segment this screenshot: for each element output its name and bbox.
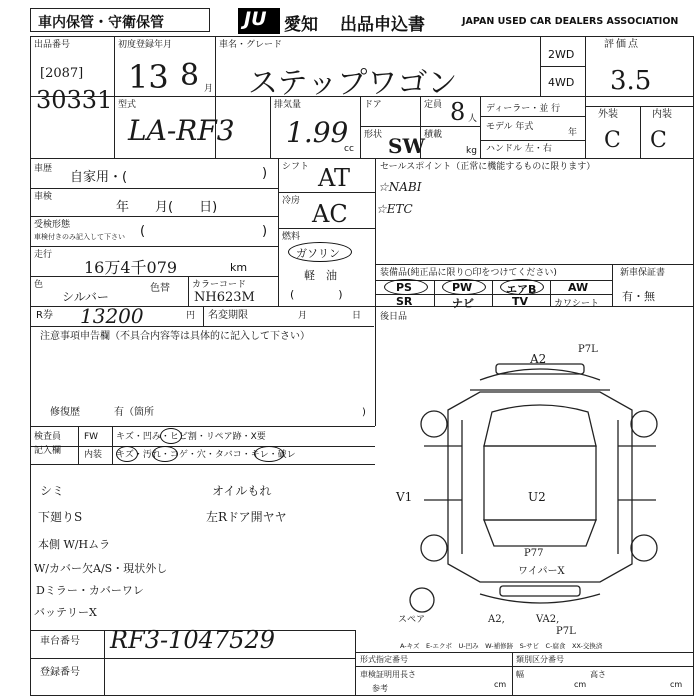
sales-label: セールスポイント（正常に機能するものに限ります）	[380, 162, 596, 172]
inspector-label: 検査員	[34, 432, 62, 442]
color-code: NH623M	[194, 290, 255, 305]
reg-number-label: 登録番号	[40, 667, 80, 678]
repair-label: 修復歴	[50, 407, 80, 418]
equip-label: 装備品(純正品に限り○印をつけてください)	[380, 268, 557, 278]
diag-p7l-bottom: P7L	[556, 626, 576, 637]
cap-value: 8	[450, 98, 466, 126]
cap-label: 定員	[424, 100, 443, 110]
load-label: 積載	[424, 130, 443, 140]
diag-va2: VA2,	[536, 614, 560, 625]
recv-open: (	[140, 224, 146, 239]
r-ticket-label: R券	[36, 310, 53, 321]
model-label: 型式	[118, 100, 137, 110]
chassis-value: RF3-1047529	[110, 626, 275, 654]
color-code-label: カラーコード	[192, 280, 247, 290]
height-label: 高さ	[590, 670, 606, 679]
warranty-value: 有・無	[622, 290, 655, 303]
diag-v1: V1	[396, 490, 413, 504]
remark-8: バッテリーX	[34, 606, 97, 619]
ext-label: 外装	[598, 109, 618, 120]
inspect-value: 年 月( 日)	[116, 200, 218, 215]
int-grade: C	[650, 128, 667, 153]
shape-value: SW	[388, 134, 425, 158]
equip-sr: SR	[396, 295, 413, 308]
hist-value: 自家用・(	[70, 170, 128, 185]
mark-tobacco-circle	[254, 446, 284, 462]
equip-ps: PS	[396, 281, 412, 294]
ac-value: AC	[312, 200, 348, 228]
diag-spare: スペア	[398, 615, 426, 625]
after-items-label: 後日品	[380, 312, 408, 322]
model-value: LA-RF3	[128, 114, 235, 147]
width-label: 幅	[516, 670, 524, 679]
shape-spec-label: 形式指定番号	[360, 655, 408, 664]
storage-title: 車内保管・守衛保管	[38, 15, 164, 31]
ref-label: 参考	[372, 684, 388, 693]
fw-items: キズ・凹み・ヒビ割・リペア跡・X要	[116, 432, 266, 442]
disp-label: 排気量	[274, 100, 302, 110]
door-label: ドア	[364, 100, 382, 110]
kg-unit: kg	[466, 146, 477, 156]
int-items-label: 内装	[84, 450, 103, 460]
mileage-value: 16万4千079	[84, 258, 178, 277]
yen-unit: 円	[186, 311, 196, 321]
inspector-sub: 記入欄	[34, 446, 62, 456]
equip-seat: カワシート	[554, 299, 600, 309]
remark-1: シミ	[40, 484, 65, 498]
remark-7: Dミラー・カバーワレ	[36, 584, 144, 597]
diag-u2: U2	[528, 490, 546, 504]
month-unit: 月	[204, 84, 214, 94]
mileage-label: 走行	[34, 250, 53, 260]
cc-unit: cc	[344, 144, 354, 154]
name-change-day: 日	[352, 311, 362, 321]
car-name: ステップワゴン	[248, 66, 458, 101]
remark-2: オイルもれ	[212, 484, 272, 498]
color-swatch-label: 色替	[150, 283, 170, 294]
model-year-label: モデル 年式	[486, 122, 534, 132]
fuel-gas: ガソリン	[296, 247, 340, 260]
fuel-paren: ( )	[290, 288, 343, 301]
equip-navi: ナビ	[452, 297, 474, 310]
drive-4wd: 4WD	[548, 76, 575, 89]
handle-label: ハンドル 左・右	[486, 144, 552, 154]
shift-value: AT	[318, 164, 351, 192]
remark-6: W/カバー欠A/S・現状外し	[34, 562, 168, 575]
equip-pw: PW	[452, 281, 473, 294]
disp-value: 1.99	[286, 116, 349, 149]
mark-dirt-circle	[152, 446, 178, 462]
remark-4: 左Rドア開ヤヤ	[206, 510, 287, 524]
score-label: 評価点	[604, 39, 640, 50]
declare-label: 注意事項申告欄（不具合内容等は具体的に記入して下さい）	[40, 331, 310, 342]
cert-label: 車検証明用	[360, 670, 400, 679]
equip-tv: TV	[512, 295, 529, 308]
reg-label: 初度登録年月	[118, 40, 173, 50]
ju-logo-text: JU	[244, 8, 267, 30]
reg-month: 8	[180, 58, 200, 93]
name-change-label: 名変期限	[208, 310, 248, 321]
cm-1: cm	[494, 680, 507, 689]
ac-label: 冷房	[282, 196, 301, 206]
reg-year: 13	[128, 58, 169, 96]
form-title: 出品申込書	[340, 15, 425, 35]
year-unit: 年	[568, 128, 578, 138]
lot-sub: [2087]	[40, 66, 84, 81]
fuel-diesel: 軽 油	[304, 269, 337, 282]
fuel-label: 燃料	[282, 232, 301, 242]
class-label: 類別区分番号	[516, 655, 564, 664]
length-label: 長さ	[400, 670, 416, 679]
equip-airbag: エアB	[506, 283, 537, 296]
inspect-label: 車検	[34, 192, 53, 202]
score-value: 3.5	[610, 66, 652, 96]
association-name: JAPAN USED CAR DEALERS ASSOCIATION	[462, 16, 679, 27]
r-ticket-value: 13200	[80, 304, 144, 328]
hist-close: )	[262, 166, 268, 181]
ext-grade: C	[604, 128, 621, 153]
int-label: 内装	[652, 109, 672, 120]
diag-legend: A-キズ E-エクボ U-凹み W-補修跡 S-サビ C-腐食 XX-交換済	[400, 642, 603, 650]
prefecture: 愛知	[284, 15, 318, 35]
recv-close: )	[262, 224, 268, 239]
sales-1: ☆NABI	[378, 180, 422, 194]
recv-note: 車検付きのみ記入して下さい	[34, 233, 125, 241]
car-name-label: 車名・グレード	[219, 40, 283, 50]
mark-scratch-circle	[116, 446, 138, 462]
diag-a2-top: A2	[530, 352, 547, 366]
diag-a2-bottom: A2,	[488, 614, 505, 625]
warranty-label: 新車保証書	[620, 268, 666, 278]
sales-2: ☆ETC	[376, 202, 413, 216]
remark-5: 本側 W/Hムラ	[38, 538, 111, 551]
diag-p-note: P77	[524, 548, 544, 559]
car-diagram-icon	[400, 350, 680, 620]
lot-number: 30331	[36, 86, 113, 114]
shape-label: 形状	[364, 130, 383, 140]
cm-3: cm	[670, 680, 683, 689]
chassis-label: 車台番号	[40, 636, 80, 647]
color-label: 色	[34, 280, 44, 290]
mark-dent-circle	[160, 428, 182, 444]
hist-label: 車歴	[34, 164, 53, 174]
repair-close: )	[362, 407, 366, 418]
cap-unit: 人	[468, 114, 478, 124]
color-value: シルバー	[62, 290, 109, 304]
int-items: キズ・汚れ・コゲ・穴・タバコ・キレ・破レ	[116, 450, 296, 460]
km-unit: km	[230, 261, 248, 274]
equip-aw: AW	[568, 281, 589, 294]
name-change-month: 月	[298, 311, 308, 321]
diag-wiper: ワイパーX	[518, 566, 565, 577]
remark-3: 下廻りS	[38, 510, 83, 524]
lot-label: 出品番号	[34, 40, 71, 50]
drive-2wd: 2WD	[548, 48, 575, 61]
recv-label: 受検形態	[34, 220, 71, 230]
repair-value: 有（箇所	[114, 407, 154, 418]
dealer-label: ディーラー・並 行	[486, 104, 561, 114]
fw-label: FW	[84, 432, 99, 442]
shift-label: シフト	[282, 162, 310, 172]
diag-p7l-top: P7L	[578, 344, 598, 355]
cm-2: cm	[574, 680, 587, 689]
